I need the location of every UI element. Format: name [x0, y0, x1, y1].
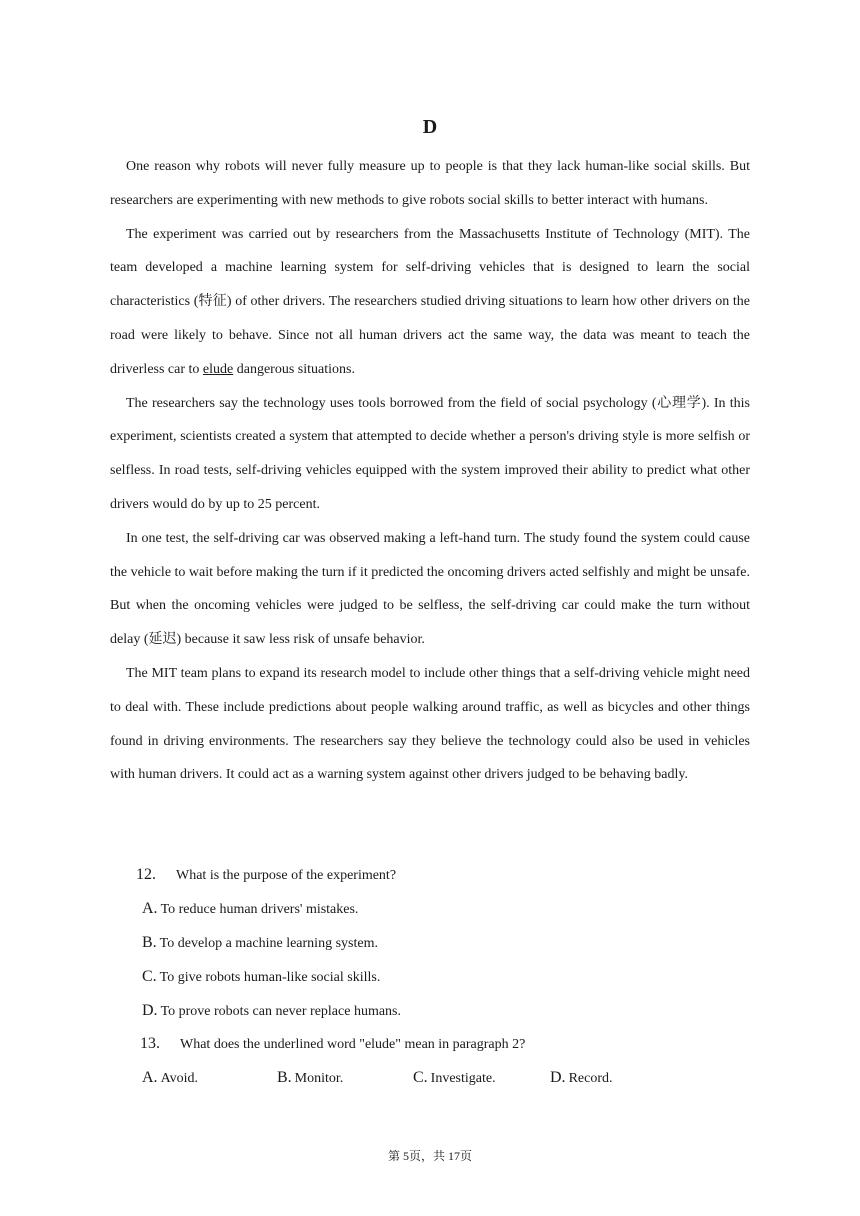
option-text: Record. — [568, 1071, 613, 1086]
option-text: To develop a machine learning system. — [159, 936, 378, 951]
paragraph-3: The researchers say the technology uses tools borrowed from the field of social psychology (心理学). In this experiment, scientists created a system that attempted to decide whether a person's driving style is more selfish or selfless. In road tests, self-driving vehicles equipped with the system improved their ability to predict what other drivers would do by up to 25 percent. — [110, 395, 750, 512]
question-13-option-a[interactable] — [142, 1069, 198, 1087]
option-text: Avoid. — [160, 1071, 199, 1086]
question-13 — [140, 1035, 525, 1053]
paragraph-2-text-b: dangerous situations. — [233, 361, 355, 377]
paragraph-2 — [110, 218, 750, 387]
option-text: To reduce human drivers' mistakes. — [160, 902, 359, 917]
option-letter: D. — [550, 1069, 566, 1086]
question-12-option-d[interactable] — [142, 1002, 401, 1020]
question-number: 13. — [140, 1035, 160, 1052]
reading-passage — [110, 150, 750, 792]
option-text: Monitor. — [294, 1071, 344, 1086]
option-letter: C. — [413, 1069, 428, 1086]
question-number: 12. — [136, 866, 156, 883]
question-13-option-d[interactable] — [550, 1069, 613, 1087]
option-letter: A. — [142, 900, 158, 917]
section-title: D — [422, 116, 438, 138]
option-letter: C. — [142, 968, 157, 985]
question-13-option-c[interactable] — [413, 1069, 496, 1087]
question-12-option-a[interactable] — [142, 900, 358, 918]
option-letter: B. — [142, 934, 157, 951]
question-text: What does the underlined word "elude" mean in paragraph 2? — [180, 1037, 526, 1052]
paragraph-5: The MIT team plans to expand its research model to include other things that a self-driving vehicle might need to deal with. These include predictions about people walking around traffic, as well as bicycles and other things found in driving environments. The researchers say they believe the technology could also be used in vehicles with human drivers. It could act as a warning system against other drivers judged to be behaving badly. — [110, 665, 750, 783]
option-text: To prove robots can never replace humans. — [160, 1004, 401, 1019]
option-letter: D. — [142, 1002, 158, 1019]
underlined-word: elude — [202, 361, 234, 377]
paragraph-4: In one test, the self-driving car was observed making a left-hand turn. The study found the system could cause the vehicle to wait before making the turn if it predicted the oncoming drivers acted selfishly and might be unsafe. But when the oncoming vehicles were judged to be selfless, the self-driving car could make the turn without delay (延迟) because it saw less risk of unsafe behavior. — [110, 530, 750, 648]
question-12-option-b[interactable] — [142, 934, 378, 952]
option-letter: A. — [142, 1069, 158, 1086]
page-footer: 第 5页，共 17页 — [387, 1149, 472, 1163]
paragraph-1: One reason why robots will never fully measure up to people is that they lack human-like social skills. But researchers are experimenting with new methods to give robots social skills to better interact with humans. — [110, 159, 750, 208]
question-13-option-b[interactable] — [277, 1069, 343, 1087]
question-12-option-c[interactable] — [142, 968, 380, 986]
paragraph-2-text-a: The experiment was carried out by researchers from the Massachusetts Institute of Technology (MIT). The team developed a machine learning system for self-driving vehicles that is designed to learn the social characteristics (特征) of other drivers. The researchers studied driving situations to learn how other drivers on the road were likely to behave. Since not all human drivers act the same way, the data was meant to teach the driverless car to — [110, 226, 750, 377]
option-text: Investigate. — [430, 1071, 496, 1086]
question-text: What is the purpose of the experiment? — [176, 868, 397, 883]
question-12 — [136, 866, 396, 884]
option-letter: B. — [277, 1069, 292, 1086]
option-text: To give robots human-like social skills. — [159, 970, 381, 985]
